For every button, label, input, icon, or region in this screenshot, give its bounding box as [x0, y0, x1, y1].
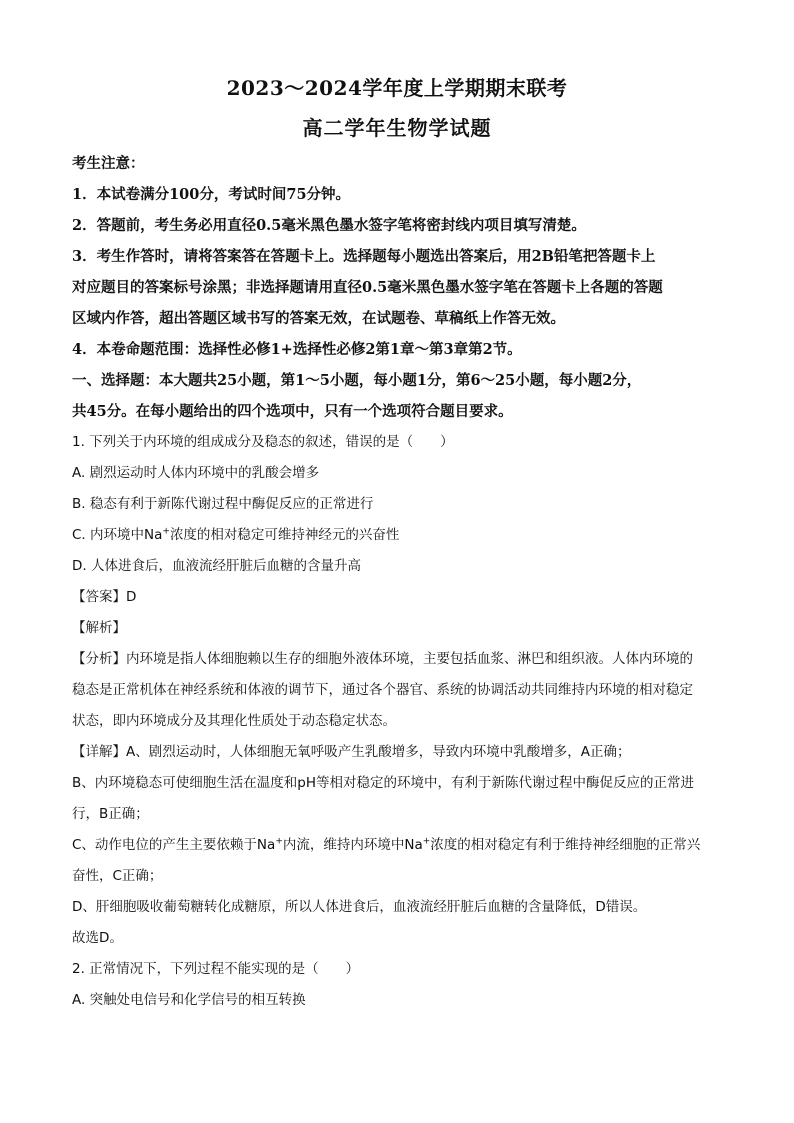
superscript-plus: + [162, 526, 170, 537]
question-1-detail-line-6: D、肝细胞吸收葡萄糖转化成糖原，所以人体进食后，血液流经肝脏后血糖的含量降低，D错误。 [72, 899, 647, 915]
notice-item-1: 1．本试卷满分100分，考试时间75分钟。 [72, 186, 351, 203]
exam-subtitle: 高二学年生物学试题 [302, 116, 492, 140]
question-1-detail-line-2: B、内环境稳态可使细胞生活在温度和pH等相对稳定的环境中，有利于新陈代谢过程中酶促反应的正常进 [72, 775, 694, 791]
question-1-detail-line-5: 奋性，C正确； [72, 868, 163, 884]
question-1-analysis-line-3: 状态，即内环境成分及其理化性质处于动态稳定状态。 [72, 713, 396, 729]
question-1-answer: 【答案】D [72, 589, 137, 605]
detail-4-mid: 内流，维持内环境中Na [282, 837, 423, 853]
question-1-option-a: A. 剧烈运动时人体内环境中的乳酸会增多 [72, 465, 320, 481]
section-heading-cont: 共45分。在每小题给出的四个选项中，只有一个选项符合题目要求。 [72, 403, 513, 420]
question-1-analysis-line-1: 【分析】内环境是指人体细胞赖以生存的细胞外液体环境，主要包括血浆、淋巴和组织液。人体内环境的 [72, 651, 693, 667]
section-heading: 一、选择题：本大题共25小题，第1～5小题，每小题1分，第6～25小题，每小题2分， [72, 372, 642, 389]
exam-title: 2023～2024学年度上学期期末联考 [226, 76, 568, 100]
option-c-text-post: 浓度的相对稳定可维持神经元的兴奋性 [169, 527, 400, 543]
notice-item-3-cont: 对应题目的答案标号涂黑；非选择题请用直径0.5毫米黑色墨水签字笔在答题卡上各题的答题 [72, 279, 663, 296]
exam-content [72, 148, 722, 1016]
notice-item-2: 2．答题前，考生务必用直径0.5毫米黑色墨水签字笔将密封线内项目填写清楚。 [72, 217, 586, 234]
question-1-option-b: B. 稳态有利于新陈代谢过程中酶促反应的正常进行 [72, 496, 374, 512]
notice-item-3: 3．考生作答时，请将答案答在答题卡上。选择题每小题选出答案后，用2B铅笔把答题卡上 [72, 248, 656, 265]
question-1-option-c [72, 520, 722, 551]
question-1-option-d: D. 人体进食后，血液流经肝脏后血糖的含量升高 [72, 558, 361, 574]
notice-item-3-cont2: 区域内作答，超出答题区域书写的答案无效，在试题卷、草稿纸上作答无效。 [72, 310, 565, 327]
superscript-plus-1: + [275, 836, 283, 847]
question-1-analysis-line-2: 稳态是正常机体在神经系统和体液的调节下，通过各个器官、系统的协调活动共同维持内环境的相对稳定 [72, 682, 693, 698]
notice-heading: 考生注意： [72, 155, 145, 172]
superscript-plus-2: + [422, 836, 431, 847]
question-2-stem: 2. 正常情况下，下列过程不能实现的是（ ） [72, 961, 360, 977]
question-1-detail-line-1: 【详解】A、剧烈运动时，人体细胞无氧呼吸产生乳酸增多，导致内环境中乳酸增多，A正确； [72, 744, 631, 760]
question-2-option-a: A. 突触处电信号和化学信号的相互转换 [72, 992, 306, 1008]
detail-4-pre: C、动作电位的产生主要依赖于Na [72, 837, 276, 853]
question-1-analysis-label: 【解析】 [72, 620, 126, 636]
notice-item-4: 4．本卷命题范围：选择性必修1+选择性必修2第1章～第3章第2节。 [72, 341, 522, 358]
detail-4-post: 浓度的相对稳定有利于维持神经细胞的正常兴 [430, 837, 701, 853]
question-1-detail-line-4 [72, 830, 722, 861]
option-c-text-pre: C. 内环境中Na [72, 527, 163, 543]
question-1-conclusion: 故选D。 [72, 930, 123, 946]
question-1-stem: 1. 下列关于内环境的组成成分及稳态的叙述，错误的是（ ） [72, 434, 454, 450]
question-1-detail-line-3: 行，B正确； [72, 806, 149, 822]
